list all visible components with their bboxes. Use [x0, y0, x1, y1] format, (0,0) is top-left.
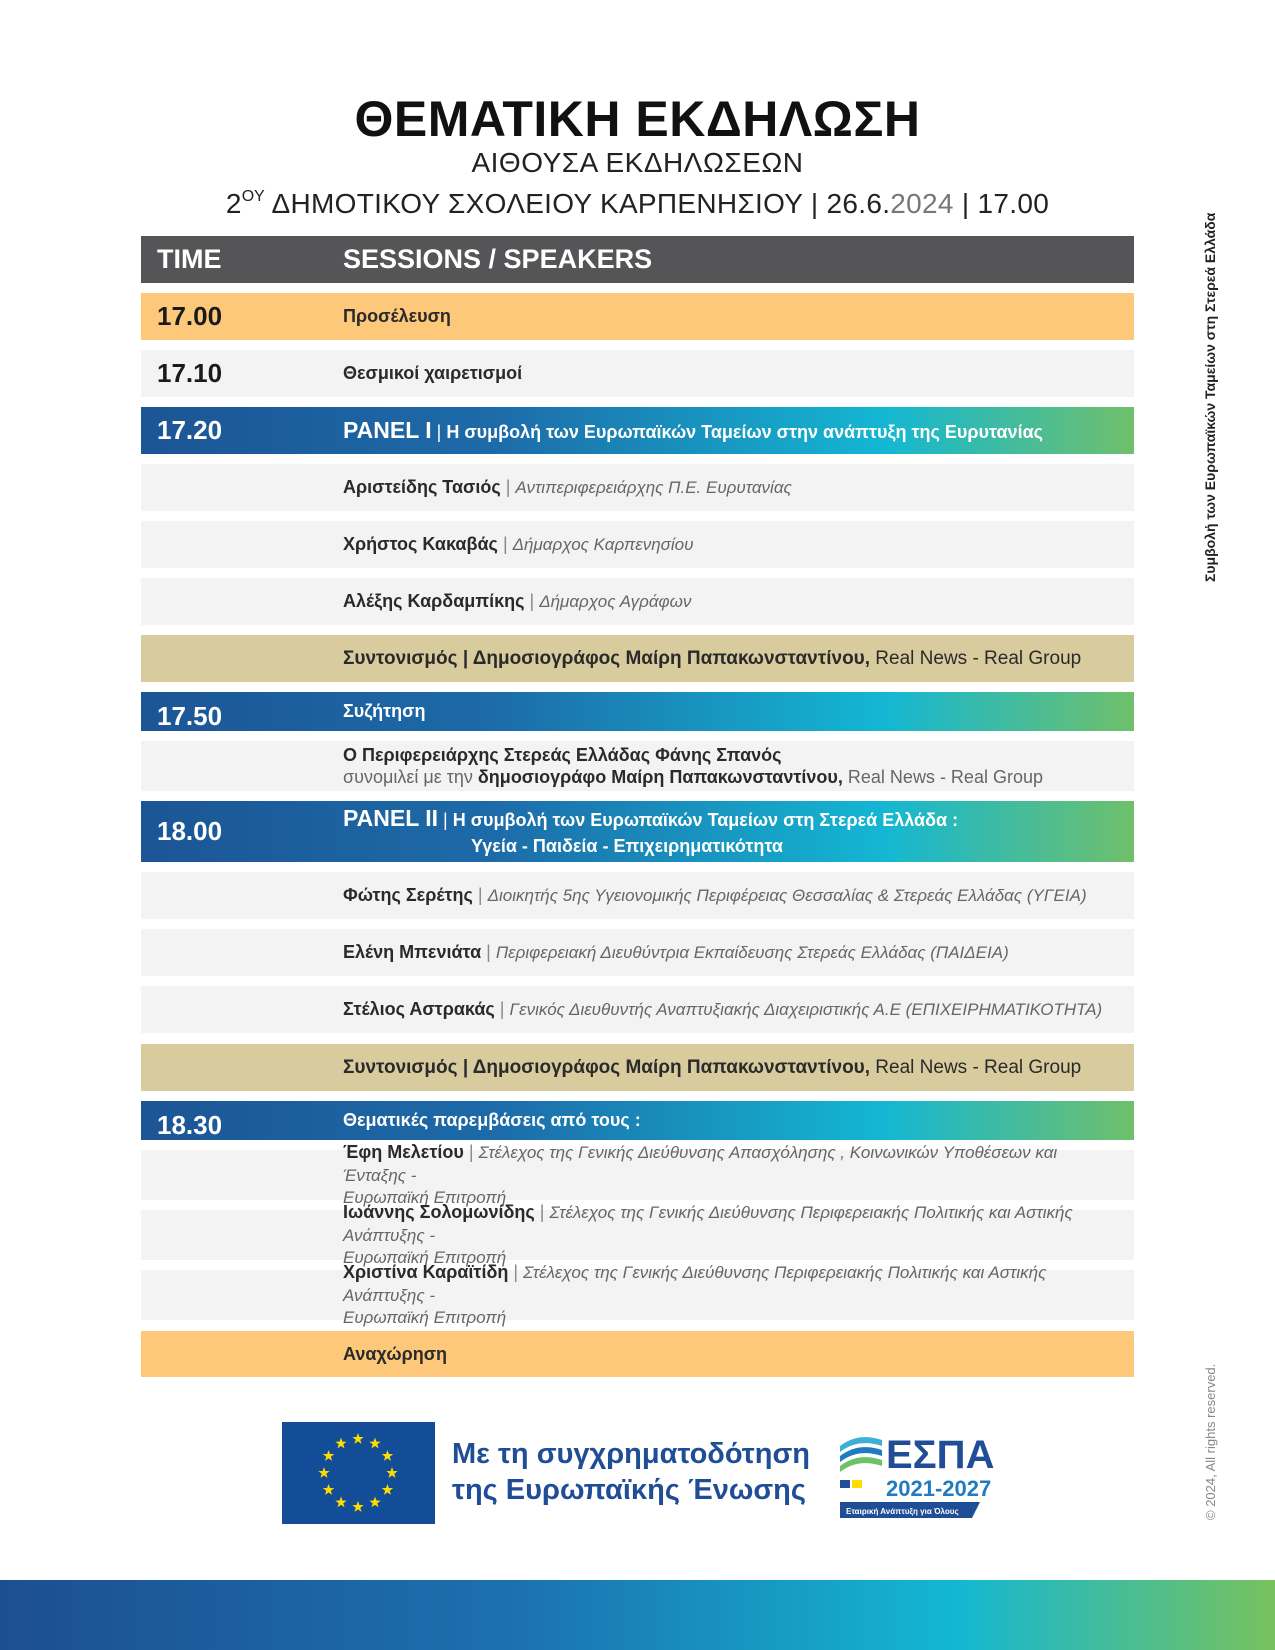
speaker-name: Αριστείδης Τασιός — [343, 477, 501, 497]
panel-label: PANEL I — [343, 417, 432, 443]
separator: | — [513, 1262, 519, 1282]
speaker-entry — [343, 999, 1114, 1020]
panel-title-line1 — [343, 805, 1114, 833]
governor-line: Ο Περιφερειάρχης Στερεάς Ελλάδας Φάνης Σπανός — [343, 745, 782, 765]
row-time: 17.10 — [157, 358, 223, 388]
panel-topic: Η συμβολή των Ευρωπαϊκών Ταμείων στην ανάπτυξη της Ευρυτανίας — [441, 422, 1043, 442]
separator: | — [443, 809, 448, 830]
speaker-entry — [343, 1141, 1114, 1209]
panel-title — [343, 805, 1114, 859]
speaker-entry — [343, 885, 1114, 906]
speaker-row — [141, 578, 1134, 625]
event-header — [0, 92, 1275, 221]
row-time: 17.20 — [157, 415, 223, 445]
row-text: Αναχώρηση — [343, 1343, 448, 1364]
speaker-row — [141, 986, 1134, 1033]
speaker-name: Στέλιος Αστρακάς — [343, 999, 495, 1019]
separator: | — [499, 999, 505, 1019]
schedule-row-departure — [141, 1331, 1134, 1377]
speaker-role: Δήμαρχος Καρπενησίου — [512, 535, 694, 554]
copyright-text: © 2024, All rights reserved. — [1203, 1363, 1218, 1520]
row-time: 18.00 — [157, 816, 223, 846]
row-time: 17.50 — [157, 701, 223, 731]
espa-years-text: 2021-2027 — [886, 1476, 992, 1501]
schedule-row-discussion — [141, 692, 1134, 731]
eu-star-icon — [318, 1467, 329, 1478]
school-ordinal: ΟΥ — [241, 188, 265, 205]
moderator-entry — [343, 1057, 1114, 1079]
speaker-row — [141, 1142, 1134, 1207]
speaker-name: Χρήστος Κακαβάς — [343, 534, 498, 554]
moderator-row — [141, 635, 1134, 682]
side-vertical-text: Συμβολή των Ευρωπαϊκών Ταμείων στη Στερεά Ελλάδα — [1202, 212, 1218, 582]
moderator-outlet: Real News - Real Group — [870, 1056, 1082, 1078]
interview-line — [343, 766, 1114, 788]
eu-star-icon — [323, 1484, 334, 1495]
time-column-header: TIME — [157, 244, 222, 274]
separator: | — [539, 1202, 545, 1222]
eu-star-icon — [335, 1438, 346, 1449]
moderator-outlet: Real News - Real Group — [870, 647, 1082, 669]
speaker-entry — [343, 591, 1114, 612]
panel-title — [343, 417, 1114, 444]
speaker-row — [141, 929, 1134, 976]
event-title: ΘΕΜΑΤΙΚΗ ΕΚΔΗΛΩΣΗ — [354, 91, 921, 147]
schedule-row-panel-1 — [141, 407, 1134, 454]
speaker-name: Χριστίνα Καραϊτίδη — [343, 1262, 509, 1282]
separator: | — [486, 942, 491, 962]
speaker-role: Δήμαρχος Αγράφων — [539, 592, 692, 611]
speaker-row — [141, 1202, 1134, 1267]
espa-logo-text: ΕΣΠΑ — [886, 1433, 995, 1477]
speaker-organization: Ευρωπαϊκή Επιτροπή — [343, 1308, 507, 1327]
speaker-role: Αντιπεριφερειάρχης Π.Ε. Ευρυτανίας — [515, 478, 792, 497]
schedule-row-panel-2 — [141, 801, 1134, 862]
school-number: 2 — [225, 188, 242, 219]
interview-pre: συνομιλεί με την — [343, 767, 478, 787]
eu-star-icon — [382, 1450, 393, 1461]
eu-star-icon — [369, 1438, 380, 1449]
speaker-role: Στέλεχος της Γενικής Διεύθυνσης Απασχόλησης , Κοινωνικών Υποθέσεων και Ένταξης - — [343, 1143, 1058, 1185]
separator: | — [529, 591, 535, 611]
row-time: 17.00 — [157, 301, 223, 331]
panel-themes: Υγεία - Παιδεία - Επιχειρηματικότητα — [471, 835, 783, 856]
venue-line: ΑΙΘΟΥΣΑ ΕΚΔΗΛΩΣΕΩΝ — [471, 147, 804, 178]
moderator-row — [141, 1044, 1134, 1091]
event-time: | 17.00 — [953, 188, 1050, 219]
eu-text-line1: Με τη συγχρηματοδότηση — [452, 1438, 811, 1470]
speaker-entry — [343, 534, 1114, 555]
espa-logo — [838, 1424, 998, 1522]
speaker-organization: Ευρωπαϊκή Επιτροπή — [343, 1188, 507, 1207]
eu-cofunding-text — [452, 1436, 810, 1508]
speaker-row — [141, 872, 1134, 919]
speaker-entry — [343, 477, 1114, 498]
row-text: Θεματικές παρεμβάσεις από τους : — [343, 1110, 641, 1130]
row-text: Συζήτηση — [343, 701, 426, 721]
row-time: 18.30 — [157, 1110, 223, 1140]
interview-journalist: δημοσιογράφο Μαίρη Παπακωνσταντίνου, — [477, 767, 843, 787]
eu-flag-logo — [282, 1422, 435, 1524]
speaker-name: Αλέξης Καρδαμπίκης — [343, 591, 525, 611]
speaker-name: Έφη Μελετίου — [343, 1142, 464, 1162]
eu-star-icon — [335, 1496, 346, 1507]
school-name-date: ΔΗΜΟΤΙΚΟΥ ΣΧΟΛΕΙΟΥ ΚΑΡΠΕΝΗΣΙΟΥ | 26.6. — [264, 188, 891, 219]
speaker-entry — [343, 1261, 1114, 1329]
speaker-role: Γενικός Διευθυντής Αναπτυξιακής Διαχειριστικής Α.Ε (ΕΠΙΧΕΙΡΗΜΑΤΙΚΟΤΗΤΑ) — [509, 1000, 1103, 1019]
moderator-label: Συντονισμός | Δημοσιογράφος Μαίρη Παπακωνσταντίνου, — [343, 647, 871, 669]
speaker-row — [141, 1262, 1134, 1327]
speaker-row — [141, 464, 1134, 511]
separator: | — [436, 422, 442, 442]
eu-star-icon — [323, 1450, 334, 1461]
speaker-role: Στέλεχος της Γενικής Διεύθυνσης Περιφερειακής Πολιτικής και Αστικής Ανάπτυξης - — [343, 1263, 1047, 1305]
speaker-role: Διοικητής 5ης Υγειονομικής Περιφέρειας Θεσσαλίας & Στερεάς Ελλάδας (ΥΓΕΙΑ) — [487, 886, 1087, 905]
speaker-name: Ιωάννης Σολομωνίδης — [343, 1202, 535, 1222]
event-year: 2024 — [890, 188, 954, 219]
speaker-entry — [343, 942, 1114, 963]
side-vertical-title — [1202, 212, 1222, 582]
panel-label: PANEL II — [343, 804, 438, 831]
schedule-row-arrival — [141, 293, 1134, 340]
eu-star-icon — [352, 1433, 363, 1444]
eu-stars-icon — [282, 1422, 435, 1524]
speaker-row — [141, 521, 1134, 568]
separator: | — [505, 477, 511, 497]
speaker-name: Φώτης Σερέτης — [343, 885, 473, 905]
moderator-entry — [343, 648, 1114, 670]
speaker-organization: Ευρωπαϊκή Επιτροπή — [343, 1248, 507, 1267]
espa-logo-icon — [838, 1424, 998, 1522]
discussion-detail — [343, 744, 1114, 788]
schedule-header — [141, 236, 1134, 283]
panel-topic: Η συμβολή των Ευρωπαϊκών Ταμείων στη Στερεά Ελλάδα : — [447, 809, 959, 830]
copyright-notice — [1203, 1350, 1223, 1520]
eu-star-icon — [369, 1496, 380, 1507]
schedule-row-greetings — [141, 350, 1134, 397]
separator: | — [468, 1142, 474, 1162]
row-text: Προσέλευση — [343, 306, 451, 326]
row-text: Θεσμικοί χαιρετισμοί — [343, 363, 523, 383]
speaker-role: Περιφερειακή Διευθύντρια Εκπαίδευσης Στερεάς Ελλάδας (ΠΑΙΔΕΙΑ) — [495, 943, 1009, 962]
moderator-label: Συντονισμός | Δημοσιογράφος Μαίρη Παπακωνσταντίνου, — [343, 1056, 871, 1078]
speaker-name: Ελένη Μπενιάτα — [343, 942, 482, 962]
discussion-detail-row — [141, 741, 1134, 791]
speaker-entry — [343, 1201, 1114, 1269]
eu-star-icon — [352, 1501, 363, 1512]
eu-star-icon — [382, 1484, 393, 1495]
eu-text-line2: της Ευρωπαϊκής Ένωσης — [452, 1474, 806, 1506]
separator: | — [477, 885, 483, 905]
separator: | — [502, 534, 508, 554]
footer-gradient-bar — [0, 1580, 1275, 1650]
eu-star-icon — [386, 1467, 397, 1478]
espa-tagline-text: Εταιρική Ανάπτυξη για Όλους — [846, 1507, 959, 1516]
sessions-column-header: SESSIONS / SPEAKERS — [343, 244, 653, 274]
interview-outlet: Real News - Real Group — [842, 767, 1043, 787]
venue-date-line — [0, 180, 1275, 221]
speaker-role: Στέλεχος της Γενικής Διεύθυνσης Περιφερειακής Πολιτικής και Αστικής Ανάπτυξης - — [343, 1203, 1073, 1245]
schedule-row-interventions — [141, 1101, 1134, 1140]
